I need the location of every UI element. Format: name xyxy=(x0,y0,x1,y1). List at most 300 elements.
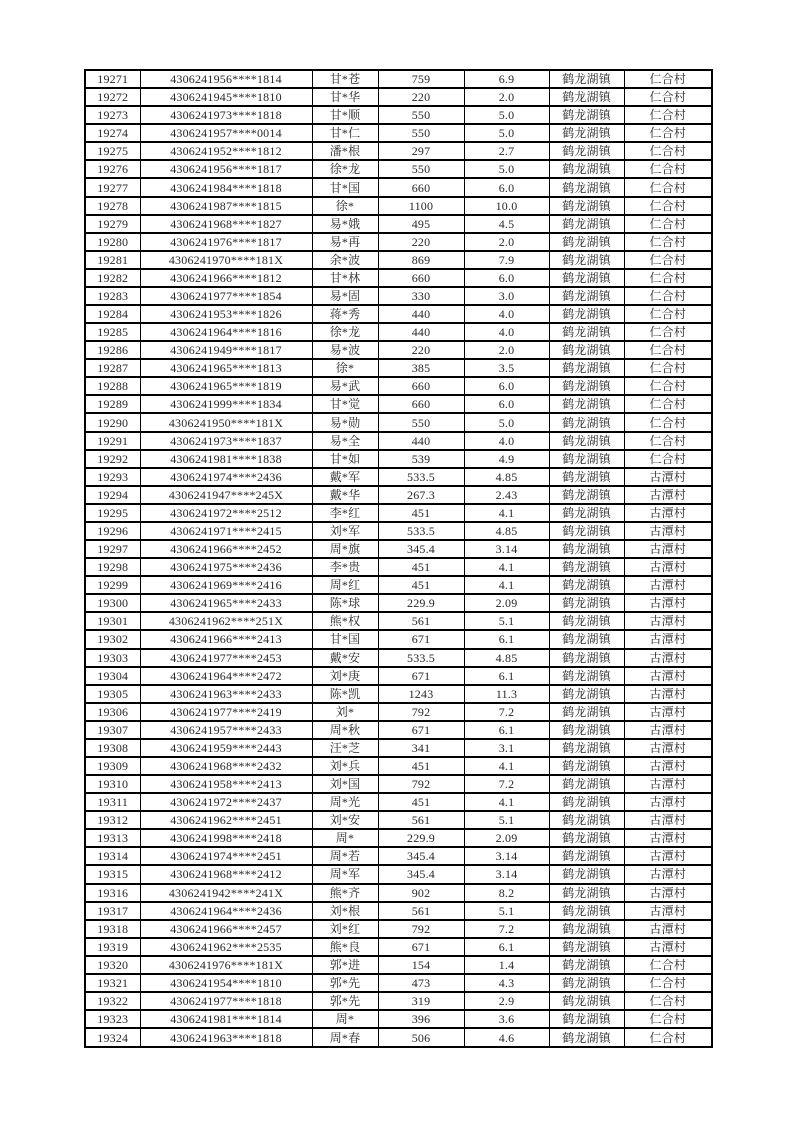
table-row xyxy=(85,829,712,847)
masked-id-number: 4306241971****2415 xyxy=(140,522,312,540)
masked-name: 周*光 xyxy=(312,793,378,811)
amount: 451 xyxy=(378,576,464,594)
masked-name: 郭*进 xyxy=(312,956,378,974)
rate: 1.4 xyxy=(464,956,549,974)
town: 鹤龙湖镇 xyxy=(549,612,624,630)
masked-name: 周*秋 xyxy=(312,721,378,739)
masked-name: 甘*苍 xyxy=(312,70,378,88)
town: 鹤龙湖镇 xyxy=(549,865,624,883)
table-row xyxy=(85,178,712,196)
table-row xyxy=(85,287,712,305)
rate: 5.1 xyxy=(464,612,549,630)
rate: 4.0 xyxy=(464,323,549,341)
village: 古潭村 xyxy=(624,865,712,883)
masked-name: 甘*仁 xyxy=(312,124,378,142)
masked-id-number: 4306241974****2451 xyxy=(140,847,312,865)
masked-id-number: 4306241963****2433 xyxy=(140,685,312,703)
amount: 550 xyxy=(378,106,464,124)
rate: 4.3 xyxy=(464,974,549,992)
town: 鹤龙湖镇 xyxy=(549,757,624,775)
village: 古潭村 xyxy=(624,486,712,504)
table-row xyxy=(85,341,712,359)
rate: 6.9 xyxy=(464,70,549,88)
village: 古潭村 xyxy=(624,811,712,829)
rate: 2.09 xyxy=(464,829,549,847)
masked-name: 徐*龙 xyxy=(312,323,378,341)
masked-name: 周*旗 xyxy=(312,540,378,558)
village: 仁合村 xyxy=(624,1010,712,1028)
masked-name: 刘*根 xyxy=(312,902,378,920)
amount: 792 xyxy=(378,920,464,938)
village: 仁合村 xyxy=(624,359,712,377)
table-row xyxy=(85,938,712,956)
table-row xyxy=(85,775,712,793)
rate: 4.6 xyxy=(464,1028,549,1047)
town: 鹤龙湖镇 xyxy=(549,305,624,323)
table-body xyxy=(85,70,712,1047)
serial-number: 19305 xyxy=(85,685,140,703)
serial-number: 19313 xyxy=(85,829,140,847)
serial-number: 19324 xyxy=(85,1028,140,1047)
amount: 345.4 xyxy=(378,540,464,558)
village: 仁合村 xyxy=(624,956,712,974)
town: 鹤龙湖镇 xyxy=(549,775,624,793)
table-row xyxy=(85,197,712,215)
town: 鹤龙湖镇 xyxy=(549,576,624,594)
village: 古潭村 xyxy=(624,612,712,630)
masked-id-number: 4306241957****2433 xyxy=(140,721,312,739)
amount: 154 xyxy=(378,956,464,974)
rate: 7.2 xyxy=(464,920,549,938)
serial-number: 19280 xyxy=(85,233,140,251)
town: 鹤龙湖镇 xyxy=(549,558,624,576)
serial-number: 19279 xyxy=(85,215,140,233)
masked-name: 易*武 xyxy=(312,377,378,395)
table-row xyxy=(85,594,712,612)
amount: 759 xyxy=(378,70,464,88)
masked-id-number: 4306241977****2453 xyxy=(140,649,312,667)
town: 鹤龙湖镇 xyxy=(549,522,624,540)
serial-number: 19284 xyxy=(85,305,140,323)
masked-id-number: 4306241957****0014 xyxy=(140,124,312,142)
masked-id-number: 4306241966****2413 xyxy=(140,630,312,648)
serial-number: 19297 xyxy=(85,540,140,558)
amount: 440 xyxy=(378,305,464,323)
rate: 4.1 xyxy=(464,504,549,522)
village: 古潭村 xyxy=(624,721,712,739)
rate: 4.0 xyxy=(464,432,549,450)
masked-id-number: 4306241947****245X xyxy=(140,486,312,504)
table-row xyxy=(85,721,712,739)
rate: 2.09 xyxy=(464,594,549,612)
serial-number: 19318 xyxy=(85,920,140,938)
masked-name: 甘*国 xyxy=(312,178,378,196)
serial-number: 19296 xyxy=(85,522,140,540)
serial-number: 19303 xyxy=(85,649,140,667)
table-row xyxy=(85,865,712,883)
masked-id-number: 4306241962****251X xyxy=(140,612,312,630)
table-row xyxy=(85,432,712,450)
village: 古潭村 xyxy=(624,902,712,920)
amount: 220 xyxy=(378,88,464,106)
masked-id-number: 4306241969****2416 xyxy=(140,576,312,594)
masked-id-number: 4306241965****2433 xyxy=(140,594,312,612)
serial-number: 19314 xyxy=(85,847,140,865)
town: 鹤龙湖镇 xyxy=(549,649,624,667)
table-row xyxy=(85,540,712,558)
masked-id-number: 4306241977****2419 xyxy=(140,703,312,721)
masked-id-number: 4306241977****1818 xyxy=(140,992,312,1010)
amount: 319 xyxy=(378,992,464,1010)
amount: 1100 xyxy=(378,197,464,215)
amount: 561 xyxy=(378,811,464,829)
masked-name: 甘*顺 xyxy=(312,106,378,124)
table-row xyxy=(85,395,712,413)
village: 仁合村 xyxy=(624,287,712,305)
village: 仁合村 xyxy=(624,269,712,287)
village: 古潭村 xyxy=(624,775,712,793)
table-row xyxy=(85,576,712,594)
table-row xyxy=(85,811,712,829)
town: 鹤龙湖镇 xyxy=(549,504,624,522)
masked-id-number: 4306241973****1818 xyxy=(140,106,312,124)
table-row xyxy=(85,486,712,504)
amount: 345.4 xyxy=(378,865,464,883)
rate: 4.85 xyxy=(464,468,549,486)
town: 鹤龙湖镇 xyxy=(549,902,624,920)
serial-number: 19316 xyxy=(85,884,140,902)
village: 仁合村 xyxy=(624,215,712,233)
town: 鹤龙湖镇 xyxy=(549,667,624,685)
masked-id-number: 4306241945****1810 xyxy=(140,88,312,106)
serial-number: 19274 xyxy=(85,124,140,142)
masked-name: 戴*军 xyxy=(312,468,378,486)
masked-id-number: 4306241977****1854 xyxy=(140,287,312,305)
rate: 3.5 xyxy=(464,359,549,377)
masked-name: 刘* xyxy=(312,703,378,721)
serial-number: 19292 xyxy=(85,450,140,468)
rate: 3.1 xyxy=(464,739,549,757)
rate: 10.0 xyxy=(464,197,549,215)
masked-name: 李*贵 xyxy=(312,558,378,576)
rate: 4.85 xyxy=(464,649,549,667)
rate: 6.0 xyxy=(464,178,549,196)
amount: 330 xyxy=(378,287,464,305)
masked-id-number: 4306241968****2412 xyxy=(140,865,312,883)
amount: 220 xyxy=(378,233,464,251)
masked-name: 刘*军 xyxy=(312,522,378,540)
masked-name: 汪*芝 xyxy=(312,739,378,757)
village: 古潭村 xyxy=(624,649,712,667)
serial-number: 19320 xyxy=(85,956,140,974)
village: 仁合村 xyxy=(624,1028,712,1047)
village: 仁合村 xyxy=(624,450,712,468)
amount: 451 xyxy=(378,793,464,811)
town: 鹤龙湖镇 xyxy=(549,721,624,739)
serial-number: 19295 xyxy=(85,504,140,522)
serial-number: 19290 xyxy=(85,413,140,431)
masked-id-number: 4306241953****1826 xyxy=(140,305,312,323)
village: 古潭村 xyxy=(624,884,712,902)
masked-id-number: 4306241964****1816 xyxy=(140,323,312,341)
table-row xyxy=(85,793,712,811)
rate: 4.1 xyxy=(464,757,549,775)
masked-name: 周*军 xyxy=(312,865,378,883)
masked-name: 戴*华 xyxy=(312,486,378,504)
serial-number: 19294 xyxy=(85,486,140,504)
table-row xyxy=(85,612,712,630)
village: 古潭村 xyxy=(624,630,712,648)
town: 鹤龙湖镇 xyxy=(549,197,624,215)
amount: 671 xyxy=(378,667,464,685)
masked-name: 余*波 xyxy=(312,251,378,269)
table-row xyxy=(85,522,712,540)
masked-id-number: 4306241952****1812 xyxy=(140,142,312,160)
village: 仁合村 xyxy=(624,974,712,992)
village: 古潭村 xyxy=(624,558,712,576)
amount: 220 xyxy=(378,341,464,359)
masked-id-number: 4306241964****2472 xyxy=(140,667,312,685)
town: 鹤龙湖镇 xyxy=(549,432,624,450)
masked-id-number: 4306241959****2443 xyxy=(140,739,312,757)
masked-id-number: 4306241962****2535 xyxy=(140,938,312,956)
masked-name: 刘*安 xyxy=(312,811,378,829)
amount: 385 xyxy=(378,359,464,377)
rate: 2.9 xyxy=(464,992,549,1010)
village: 仁合村 xyxy=(624,142,712,160)
amount: 451 xyxy=(378,757,464,775)
serial-number: 19309 xyxy=(85,757,140,775)
town: 鹤龙湖镇 xyxy=(549,703,624,721)
masked-name: 易*再 xyxy=(312,233,378,251)
town: 鹤龙湖镇 xyxy=(549,377,624,395)
town: 鹤龙湖镇 xyxy=(549,341,624,359)
town: 鹤龙湖镇 xyxy=(549,124,624,142)
amount: 495 xyxy=(378,215,464,233)
masked-name: 甘*如 xyxy=(312,450,378,468)
table-row xyxy=(85,558,712,576)
table-row xyxy=(85,920,712,938)
town: 鹤龙湖镇 xyxy=(549,106,624,124)
amount: 533.5 xyxy=(378,468,464,486)
village: 仁合村 xyxy=(624,377,712,395)
amount: 660 xyxy=(378,377,464,395)
rate: 2.7 xyxy=(464,142,549,160)
masked-name: 易*娥 xyxy=(312,215,378,233)
rate: 3.6 xyxy=(464,1010,549,1028)
serial-number: 19310 xyxy=(85,775,140,793)
masked-name: 戴*安 xyxy=(312,649,378,667)
serial-number: 19281 xyxy=(85,251,140,269)
amount: 506 xyxy=(378,1028,464,1047)
masked-id-number: 4306241972****2512 xyxy=(140,504,312,522)
table-row xyxy=(85,106,712,124)
amount: 345.4 xyxy=(378,847,464,865)
serial-number: 19273 xyxy=(85,106,140,124)
table-row xyxy=(85,269,712,287)
amount: 550 xyxy=(378,160,464,178)
town: 鹤龙湖镇 xyxy=(549,811,624,829)
rate: 4.1 xyxy=(464,793,549,811)
amount: 561 xyxy=(378,612,464,630)
masked-name: 潘*根 xyxy=(312,142,378,160)
village: 仁合村 xyxy=(624,160,712,178)
masked-id-number: 4306241956****1817 xyxy=(140,160,312,178)
serial-number: 19278 xyxy=(85,197,140,215)
town: 鹤龙湖镇 xyxy=(549,413,624,431)
serial-number: 19285 xyxy=(85,323,140,341)
table-row xyxy=(85,88,712,106)
village: 古潭村 xyxy=(624,938,712,956)
amount: 660 xyxy=(378,178,464,196)
village: 仁合村 xyxy=(624,233,712,251)
serial-number: 19301 xyxy=(85,612,140,630)
serial-number: 19307 xyxy=(85,721,140,739)
table-row xyxy=(85,323,712,341)
masked-name: 周*若 xyxy=(312,847,378,865)
table-row xyxy=(85,215,712,233)
masked-name: 甘*华 xyxy=(312,88,378,106)
masked-name: 陈*球 xyxy=(312,594,378,612)
rate: 2.0 xyxy=(464,341,549,359)
town: 鹤龙湖镇 xyxy=(549,160,624,178)
amount: 550 xyxy=(378,124,464,142)
village: 仁合村 xyxy=(624,413,712,431)
rate: 6.0 xyxy=(464,269,549,287)
masked-name: 甘*觉 xyxy=(312,395,378,413)
village: 仁合村 xyxy=(624,251,712,269)
table-row xyxy=(85,450,712,468)
amount: 671 xyxy=(378,630,464,648)
table-row xyxy=(85,739,712,757)
masked-id-number: 4306241968****2432 xyxy=(140,757,312,775)
amount: 1243 xyxy=(378,685,464,703)
village: 仁合村 xyxy=(624,124,712,142)
masked-name: 刘*红 xyxy=(312,920,378,938)
amount: 561 xyxy=(378,902,464,920)
masked-id-number: 4306241966****2452 xyxy=(140,540,312,558)
town: 鹤龙湖镇 xyxy=(549,486,624,504)
amount: 451 xyxy=(378,504,464,522)
serial-number: 19286 xyxy=(85,341,140,359)
serial-number: 19322 xyxy=(85,992,140,1010)
masked-id-number: 4306241965****1819 xyxy=(140,377,312,395)
rate: 7.2 xyxy=(464,775,549,793)
amount: 267.3 xyxy=(378,486,464,504)
masked-name: 蒋*秀 xyxy=(312,305,378,323)
amount: 533.5 xyxy=(378,522,464,540)
amount: 660 xyxy=(378,395,464,413)
village: 仁合村 xyxy=(624,305,712,323)
village: 仁合村 xyxy=(624,197,712,215)
rate: 5.0 xyxy=(464,106,549,124)
village: 仁合村 xyxy=(624,432,712,450)
town: 鹤龙湖镇 xyxy=(549,142,624,160)
rate: 6.1 xyxy=(464,938,549,956)
serial-number: 19275 xyxy=(85,142,140,160)
serial-number: 19323 xyxy=(85,1010,140,1028)
town: 鹤龙湖镇 xyxy=(549,829,624,847)
amount: 440 xyxy=(378,432,464,450)
amount: 792 xyxy=(378,703,464,721)
village: 古潭村 xyxy=(624,829,712,847)
amount: 539 xyxy=(378,450,464,468)
serial-number: 19302 xyxy=(85,630,140,648)
table-row xyxy=(85,305,712,323)
masked-name: 徐* xyxy=(312,359,378,377)
village: 古潭村 xyxy=(624,667,712,685)
table-row xyxy=(85,757,712,775)
rate: 3.14 xyxy=(464,865,549,883)
masked-name: 徐*龙 xyxy=(312,160,378,178)
masked-id-number: 4306241981****1838 xyxy=(140,450,312,468)
masked-name: 李*红 xyxy=(312,504,378,522)
serial-number: 19287 xyxy=(85,359,140,377)
amount: 550 xyxy=(378,413,464,431)
masked-name: 熊*良 xyxy=(312,938,378,956)
masked-id-number: 4306241981****1814 xyxy=(140,1010,312,1028)
serial-number: 19308 xyxy=(85,739,140,757)
town: 鹤龙湖镇 xyxy=(549,938,624,956)
town: 鹤龙湖镇 xyxy=(549,847,624,865)
masked-name: 周*春 xyxy=(312,1028,378,1047)
town: 鹤龙湖镇 xyxy=(549,992,624,1010)
masked-id-number: 4306241970****181X xyxy=(140,251,312,269)
masked-name: 刘*庚 xyxy=(312,667,378,685)
village: 仁合村 xyxy=(624,341,712,359)
rate: 6.1 xyxy=(464,630,549,648)
village: 古潭村 xyxy=(624,793,712,811)
serial-number: 19319 xyxy=(85,938,140,956)
masked-id-number: 4306241942****241X xyxy=(140,884,312,902)
table-row xyxy=(85,884,712,902)
amount: 473 xyxy=(378,974,464,992)
town: 鹤龙湖镇 xyxy=(549,594,624,612)
table-row xyxy=(85,359,712,377)
masked-name: 易*勋 xyxy=(312,413,378,431)
serial-number: 19306 xyxy=(85,703,140,721)
rate: 5.0 xyxy=(464,413,549,431)
masked-id-number: 4306241958****2413 xyxy=(140,775,312,793)
table-row xyxy=(85,413,712,431)
rate: 3.14 xyxy=(464,847,549,865)
village: 古潭村 xyxy=(624,685,712,703)
town: 鹤龙湖镇 xyxy=(549,251,624,269)
serial-number: 19317 xyxy=(85,902,140,920)
table-row xyxy=(85,847,712,865)
village: 古潭村 xyxy=(624,594,712,612)
rate: 5.1 xyxy=(464,902,549,920)
town: 鹤龙湖镇 xyxy=(549,88,624,106)
village: 古潭村 xyxy=(624,504,712,522)
subsidy-table xyxy=(84,69,713,1048)
serial-number: 19299 xyxy=(85,576,140,594)
serial-number: 19311 xyxy=(85,793,140,811)
masked-id-number: 4306241976****1817 xyxy=(140,233,312,251)
serial-number: 19304 xyxy=(85,667,140,685)
serial-number: 19276 xyxy=(85,160,140,178)
masked-name: 易*波 xyxy=(312,341,378,359)
town: 鹤龙湖镇 xyxy=(549,269,624,287)
rate: 4.1 xyxy=(464,576,549,594)
town: 鹤龙湖镇 xyxy=(549,1010,624,1028)
amount: 297 xyxy=(378,142,464,160)
table-row xyxy=(85,703,712,721)
masked-name: 周*红 xyxy=(312,576,378,594)
masked-id-number: 4306241963****1818 xyxy=(140,1028,312,1047)
masked-name: 甘*林 xyxy=(312,269,378,287)
village: 古潭村 xyxy=(624,739,712,757)
